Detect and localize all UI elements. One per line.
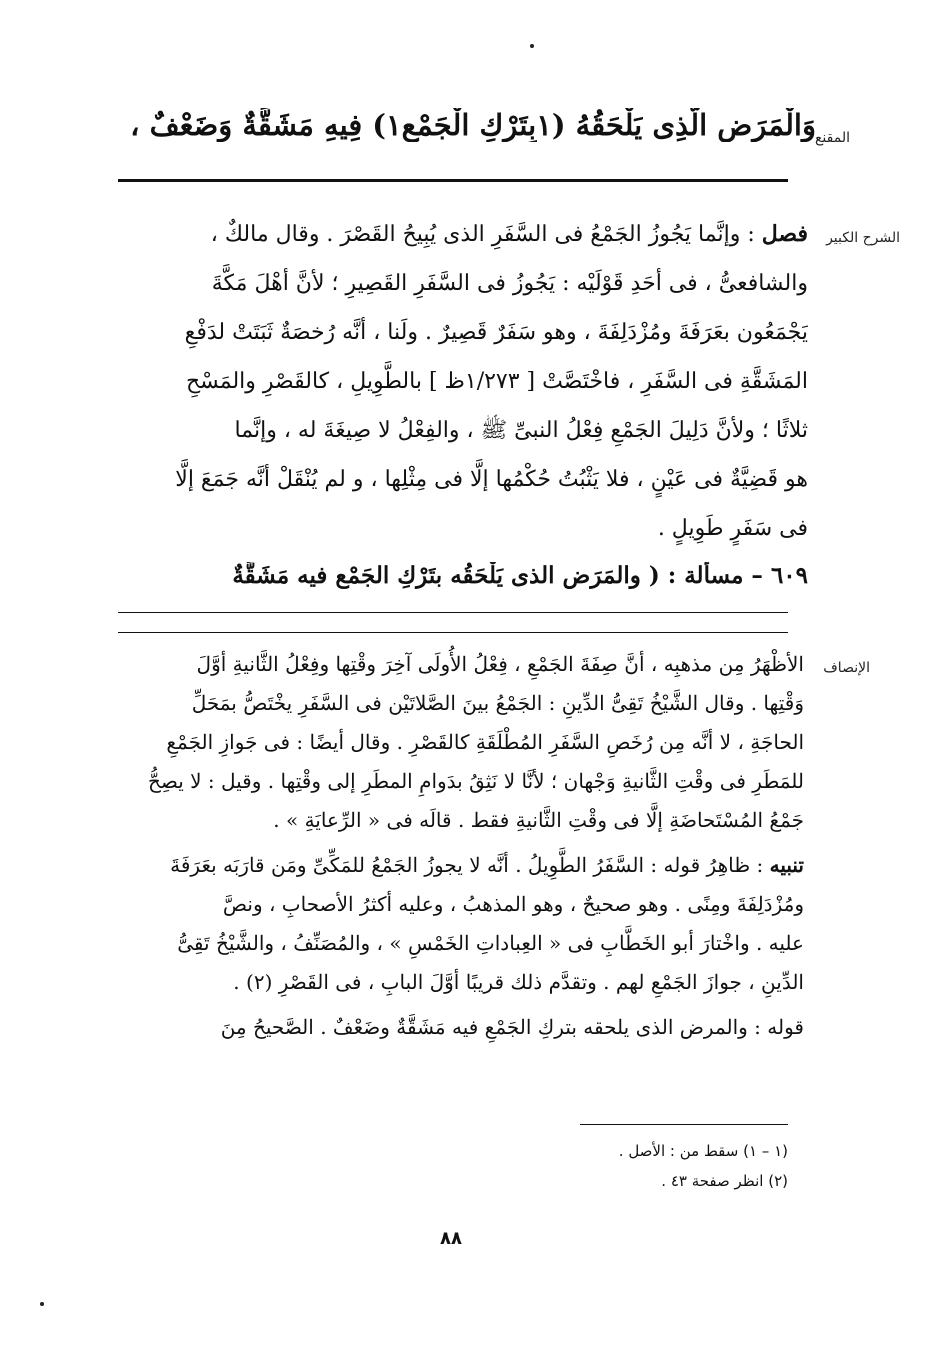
insaf-last-line: قوله : والمرض الذى يلحقه بتركِ الجَمْعِ فيه مَشَقَّةٌ وضَعْفٌ . الصَّحيحُ مِنَ: [220, 1015, 804, 1039]
tanbih-line-2: ومُزْدَلِفَةَ ومِنًى . وهو صحيحٌ ، وهو المذهبُ ، وعليه أكثرُ الأصحابِ ، ونصَّ: [222, 892, 804, 916]
tanbih-line-3: عليه . واخْتارَ أبو الخَطَّابِ فى « العِباداتِ الخَمْسِ » ، والمُصَنِّفُ ، والشَّيْخُ تَقِىُّ: [177, 931, 804, 955]
masala-line: [124, 562, 808, 589]
muqni-text-block: [116, 108, 816, 142]
sharh-line-1: فصل : وإنَّما يَجُوزُ الجَمْعُ فى السَّفَرِ الذى يُبِيحُ القَصْرَ . وقال مالكٌ ،: [210, 221, 808, 247]
insaf-line-4: للمَطَرِ فى وقْتِ الثَّانيةِ وَجْهان ؛ لأنَّا لا نَثِقُ بدَوامِ المطَرِ إلى وقْتِها . وقيل : لا يصِحُّ: [147, 769, 804, 793]
muqni-rule: [118, 179, 788, 182]
insaf-top-rule: [118, 632, 788, 633]
footnote-1: (١ – ١) سقط من : الأصل .: [618, 1142, 788, 1160]
sharh-line-6: هو قَضِيَّةٌ فى عَيْنٍ ، فلا يَثْبُتُ حُكْمُها إلَّا فى مِثْلِها ، و لم يُنْقَلْ أنَّه جَمَعَ إلَّا: [175, 467, 808, 492]
insaf-line-1: الأظْهَرُ مِن مذهبِه ، أنَّ صِفَةَ الجَمْعِ ، فِعْلُ الأُولَى آخِرَ وقْتِها وفِعْلُ الثَّانيةِ أوَّلَ: [196, 652, 804, 676]
muqni-label: المقنع: [814, 130, 850, 146]
tanbih-line-4: الدِّينِ ، جوازَ الجَمْعِ لهم . وتقدَّم ذلك قريبًا أوَّلَ البابِ ، فى القَصْرِ (٢) .: [233, 970, 804, 994]
sharh-line-3: يَجْمَعُون بعَرَفَةَ ومُزْدَلِفَةَ ، وهو سَفَرٌ قَصِيرٌ . ولَنا ، أنَّه رُخصَةٌ ثَبَتَتْ لدَفْعِ: [184, 320, 808, 345]
tanbih-keyword: تنبيه: [769, 853, 804, 877]
page-number: ٨٨: [440, 1228, 462, 1249]
tanbih-line-1: تنبيه : ظاهِرُ قوله : السَّفَرُ الطَّوِيلُ . أنَّه لا يجوزُ الجَمْعُ للمَكِّىِّ ومَن قارَبَه بعَرَفَةَ: [170, 853, 804, 877]
insaf-label: الإنصاف: [823, 660, 870, 676]
masala-rule: [118, 612, 788, 613]
insaf-line-5: جَمْعُ المُسْتَحاضَةِ إلَّا فى وقْتِ الثَّانيةِ فقط . قالَه فى « الرِّعايَةِ » .: [273, 808, 804, 832]
masala-block: [124, 562, 808, 589]
bottom-dot: [40, 1302, 44, 1306]
footnote-2: (٢) انظر صفحة ٤٣ .: [661, 1172, 788, 1190]
insaf-line-3: الحاجَةِ ، لا أنَّه مِن رُخَصِ السَّفَرِ المُطْلَقَةِ كالقَصْرِ . وقال أيضًا : فى جَوازِ الجَمْعِ: [166, 730, 804, 754]
muqni-text: وَالْمَرَضِ الَّذِى يَلْحَقُهُ (١بِتَرْكِ الْجَمْعِ١) فِيهِ مَشَقَّةٌ وَضَعْفٌ ،: [130, 108, 816, 142]
sharh-keyword: فصل: [761, 221, 808, 247]
masala-text: – مسألة : ( والمَرَضِ الذى يَلْحَقُه بتَرْكِ الجَمْعِ فيه مَشَقَّةٌ: [232, 562, 763, 589]
sharh-line-7: فى سَفَرٍ طَوِيلٍ .: [657, 516, 808, 541]
sharh-line-4: المَشَقَّةِ فى السَّفَرِ ، فاخْتَصَّتْ [ ١/٢٧٣ظ ] بالطَّوِيلِ ، كالقَصْرِ والمَسْحِ: [185, 369, 808, 394]
top-dot: [530, 44, 534, 48]
insaf-text-block: [124, 645, 804, 1047]
masala-number: ٦٠٩: [770, 562, 808, 589]
sharh-line-5: ثلاثًا ؛ ولأنَّ دَلِيلَ الجَمْعِ فِعْلُ النبىِّ ﷺ ، والفِعْلُ لا صِيغَةَ له ، وإنَّما: [234, 418, 808, 443]
sharh-label: الشرح الكبير: [826, 230, 900, 246]
sharh-line-2: والشافعىُّ ، فى أحَدِ قَوْلَيْه : يَجُوزُ فى السَّفَرِ القَصِيرِ ؛ لأنَّ أهْلَ مَكَّةَ: [211, 271, 808, 296]
insaf-line-2: وَقْتِها . وقال الشَّيْخُ تَقِىُّ الدِّينِ : الجَمْعُ بينَ الصَّلاتَيْن فى السَّفَرِ يخْتَصُّ بمَحَلِّ: [191, 691, 804, 715]
footnote-rule: [580, 1124, 788, 1125]
sharh-text-block: [124, 210, 808, 553]
